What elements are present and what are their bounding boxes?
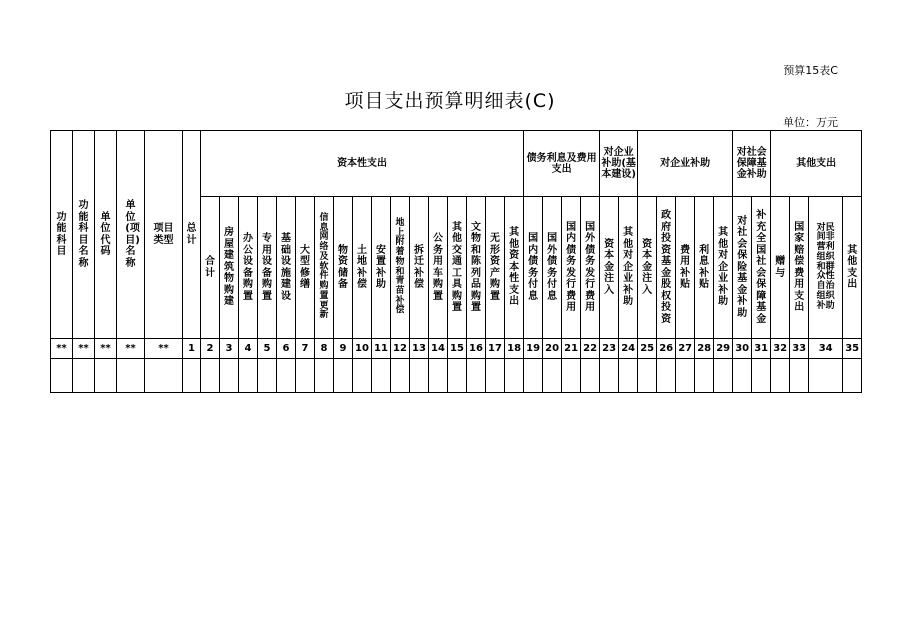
code-mark: ** [51,339,73,359]
col-header: 其他对企业补助 [714,197,733,339]
col-number: 18 [505,339,524,359]
empty-cell [429,359,448,393]
empty-cell [562,359,581,393]
col-header: 地上附着物和青苗补偿 [391,197,410,339]
col-number: 22 [581,339,600,359]
empty-cell [239,359,258,393]
col-number: 4 [239,339,258,359]
empty-cell [95,359,117,393]
col-header: 资本金注入 [600,197,619,339]
col-header: 国家赔偿费用支出 [790,197,809,339]
empty-cell [524,359,543,393]
col-number: 2 [201,339,220,359]
col-header: 专用设备购置 [258,197,277,339]
col-header: 办公设备购置 [239,197,258,339]
empty-cell [543,359,562,393]
group-debt: 债务利息及费用支出 [524,131,600,197]
empty-cell [657,359,676,393]
col-header: 安置补助 [372,197,391,339]
col-number: 5 [258,339,277,359]
col-number: 24 [619,339,638,359]
unit-label: 单位：万元 [783,116,838,129]
col-header: 房屋建筑物购建 [220,197,239,339]
empty-cell [676,359,695,393]
col-header: 公务用车购置 [429,197,448,339]
code-mark: ** [73,339,95,359]
col-number: 17 [486,339,505,359]
col-number: 29 [714,339,733,359]
col-header: 信息网络及软件购置更新 [315,197,334,339]
col-number: 28 [695,339,714,359]
empty-cell [790,359,809,393]
col-number: 23 [600,339,619,359]
empty-cell [183,359,201,393]
budget-table [50,130,862,393]
col-number: 3 [220,339,239,359]
col-number: 26 [657,339,676,359]
empty-data-row [51,359,862,393]
col-header: 基础设施建设 [277,197,296,339]
empty-cell [201,359,220,393]
col-number: 1 [183,339,201,359]
col-number: 6 [277,339,296,359]
col-header: 国外债务发行费用 [581,197,600,339]
group-other: 其他支出 [771,131,862,197]
col-header: 其他交通工具购置 [448,197,467,339]
col-number: 16 [467,339,486,359]
empty-cell [220,359,239,393]
empty-cell [334,359,353,393]
empty-cell [752,359,771,393]
col-number: 10 [353,339,372,359]
col-number: 34 [809,339,843,359]
empty-cell [372,359,391,393]
header-project-type: 项目类型 [145,131,183,339]
col-header: 政府投资基金股权投资 [657,197,676,339]
group-social-security: 对社会保障基金补助 [733,131,771,197]
empty-cell [315,359,334,393]
header-function-subject: 功能科目 [51,131,73,339]
col-header: 其他支出 [843,197,862,339]
col-header: 费用补贴 [676,197,695,339]
header-total: 总计 [183,131,201,339]
empty-cell [600,359,619,393]
col-number: 15 [448,339,467,359]
page-title: 项目支出预算明细表(C) [344,90,556,112]
col-number: 25 [638,339,657,359]
col-header: 赠与 [771,197,790,339]
col-number: 32 [771,339,790,359]
empty-cell [581,359,600,393]
col-number: 9 [334,339,353,359]
col-number: 7 [296,339,315,359]
empty-cell [353,359,372,393]
col-number: 35 [843,339,862,359]
group-header-row [51,131,862,197]
col-header: 合计 [201,197,220,339]
empty-cell [296,359,315,393]
empty-cell [117,359,145,393]
col-number: 27 [676,339,695,359]
col-header: 对社会保险基金补助 [733,197,752,339]
col-number: 21 [562,339,581,359]
empty-cell [695,359,714,393]
empty-cell [843,359,862,393]
col-header: 其他资本性支出 [505,197,524,339]
col-number: 19 [524,339,543,359]
header-unit-name: 单位(项目)名称 [117,131,145,339]
empty-cell [505,359,524,393]
col-header: 其他对企业补助 [619,197,638,339]
col-number: 11 [372,339,391,359]
group-capital: 资本性支出 [201,131,524,197]
empty-cell [410,359,429,393]
col-header: 文物和陈列品购置 [467,197,486,339]
empty-cell [486,359,505,393]
empty-cell [638,359,657,393]
col-number: 13 [410,339,429,359]
empty-cell [771,359,790,393]
form-number: 预算15表C [783,64,838,77]
col-header: 无形资产购置 [486,197,505,339]
empty-cell [145,359,183,393]
code-mark: ** [95,339,117,359]
empty-cell [277,359,296,393]
empty-cell [619,359,638,393]
col-number: 20 [543,339,562,359]
empty-cell [467,359,486,393]
code-mark: ** [117,339,145,359]
empty-cell [714,359,733,393]
empty-cell [51,359,73,393]
col-header: 对民间非营利组织和群众性自治组织补助 [809,197,843,339]
col-header: 国内债务付息 [524,197,543,339]
col-header: 利息补贴 [695,197,714,339]
col-number: 12 [391,339,410,359]
col-number: 31 [752,339,771,359]
col-header: 拆迁补偿 [410,197,429,339]
empty-cell [73,359,95,393]
empty-cell [733,359,752,393]
col-header: 资本金注入 [638,197,657,339]
empty-cell [391,359,410,393]
col-header: 物资储备 [334,197,353,339]
group-enterprise: 对企业补助 [638,131,733,197]
empty-cell [809,359,843,393]
col-header: 土地补偿 [353,197,372,339]
col-number: 33 [790,339,809,359]
col-header: 国内债务发行费用 [562,197,581,339]
column-number-row [51,339,862,359]
col-number: 8 [315,339,334,359]
col-number: 14 [429,339,448,359]
header-function-subject-name: 功能科目名称 [73,131,95,339]
col-header: 国外债务付息 [543,197,562,339]
group-enterprise-capital: 对企业补助(基本建设) [600,131,638,197]
empty-cell [258,359,277,393]
col-number: 30 [733,339,752,359]
code-mark: ** [145,339,183,359]
col-header: 补充全国社会保障基金 [752,197,771,339]
header-unit-code: 单位代码 [95,131,117,339]
empty-cell [448,359,467,393]
col-header: 大型修缮 [296,197,315,339]
